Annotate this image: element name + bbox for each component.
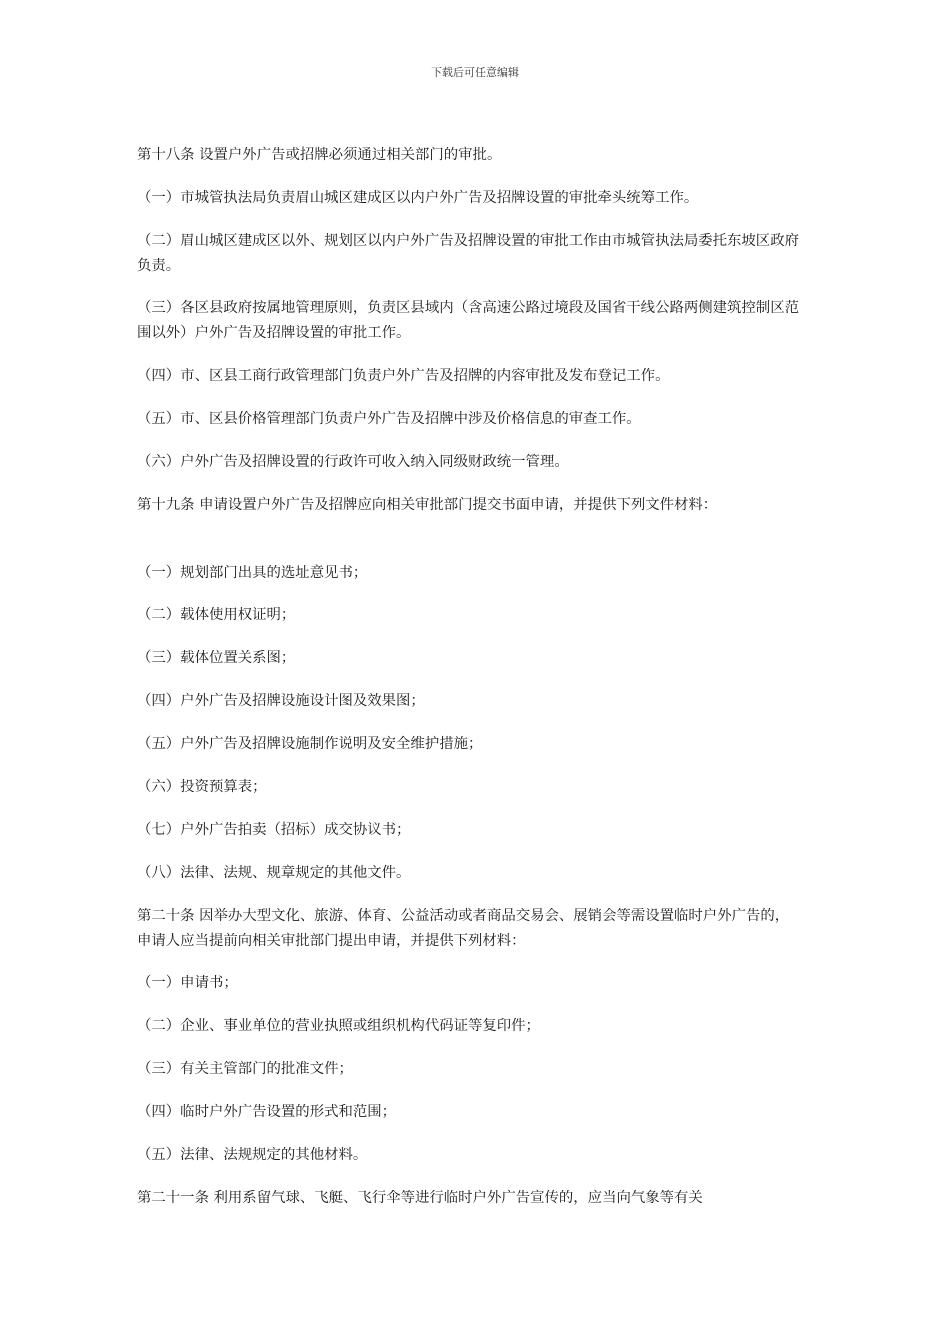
article-19-item-2: （二）载体使用权证明； <box>137 607 296 623</box>
article-19-item-3: （三）载体位置关系图； <box>137 650 296 666</box>
article-19-item-4: （四）户外广告及招牌设施设计图及效果图； <box>137 693 425 709</box>
download-note: 下载后可任意编辑 <box>431 66 519 79</box>
article-20-item-3: （三）有关主管部门的批准文件； <box>137 1061 353 1077</box>
article-18-item-5: （五）市、区县价格管理部门负责户外广告及招牌中涉及价格信息的审查工作。 <box>137 411 641 427</box>
article-18-item-3: （三）各区县政府按属地管理原则，负责区县域内（含高速公路过境段及国省干线公路两侧建筑控制区范围以外）户外广告及招牌设置的审批工作。 <box>137 300 799 341</box>
article-19-item-1: （一）规划部门出具的选址意见书； <box>137 565 368 581</box>
article-20-heading: 第二十条 因举办大型文化、旅游、体育、公益活动或者商品交易会、展销会等需设置临时户外广告的，申请人应当提前向相关审批部门提出申请，并提供下列材料： <box>137 908 790 949</box>
article-18-item-4: （四）市、区县工商行政管理部门负责户外广告及招牌的内容审批及发布登记工作。 <box>137 368 670 384</box>
article-18-heading: 第十八条 设置户外广告或招牌必须通过相关部门的审批。 <box>137 147 502 163</box>
article-19-item-7: （七）户外广告拍卖（招标）成交协议书； <box>137 822 411 838</box>
article-18-item-1: （一）市城管执法局负责眉山城区建成区以内户外广告及招牌设置的审批牵头统筹工作。 <box>137 190 699 206</box>
article-21-heading: 第二十一条 利用系留气球、飞艇、飞行伞等进行临时户外广告宣传的，应当向气象等有关 <box>137 1190 703 1206</box>
article-20-item-1: （一）申请书； <box>137 975 238 991</box>
article-18-item-2: （二）眉山城区建成区以外、规划区以内户外广告及招牌设置的审批工作由市城管执法局委托东坡区政府负责。 <box>137 233 799 274</box>
article-18-item-6: （六）户外广告及招牌设置的行政许可收入纳入同级财政统一管理。 <box>137 454 569 470</box>
article-20-item-2: （二）企业、事业单位的营业执照或组织机构代码证等复印件； <box>137 1018 540 1034</box>
article-20-item-4: （四）临时户外广告设置的形式和范围； <box>137 1104 397 1120</box>
article-19-item-8: （八）法律、法规、规章规定的其他文件。 <box>137 865 411 881</box>
article-19-item-6: （六）投资预算表； <box>137 779 267 795</box>
article-19-item-5: （五）户外广告及招牌设施制作说明及安全维护措施； <box>137 736 483 752</box>
article-19-heading: 第十九条 申请设置户外广告及招牌应向相关审批部门提交书面申请，并提供下列文件材料： <box>137 497 718 513</box>
article-20-item-5: （五）法律、法规规定的其他材料。 <box>137 1147 368 1163</box>
